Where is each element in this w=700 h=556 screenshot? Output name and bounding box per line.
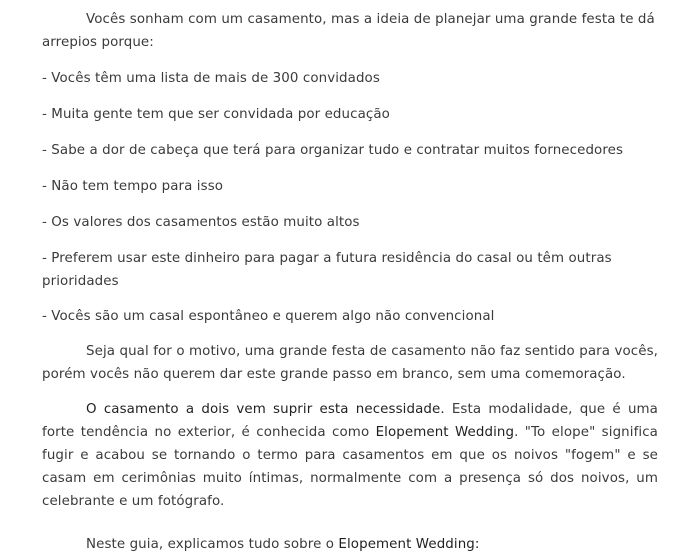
reason-item: - Preferem usar este dinheiro para pagar a futura residência do casal ou têm outras prioridades <box>42 251 612 289</box>
elopement-text-2: . "To elope" significa fugir e acabou se tornando o termo para casamentos em que os noivos "fogem" e se casam em cerimônias muito íntimas, normalmente com a presença só dos noivos, um celebrante e um fotógrafo. <box>42 425 658 509</box>
elopement-term: Elopement Wedding <box>375 425 515 440</box>
reason-item: - Vocês têm uma lista de mais de 300 convidados <box>42 71 380 86</box>
reason-item: - Muita gente tem que ser convidada por educação <box>42 107 390 122</box>
reason-item: - Não tem tempo para isso <box>42 179 224 194</box>
reason-item: - Sabe a dor de cabeça que terá para organizar tudo e contratar muitos fornecedores <box>42 143 624 158</box>
reason-item: - Os valores dos casamentos estão muito altos <box>42 215 360 230</box>
elopement-paragraph <box>42 398 658 513</box>
elopement-text-1: Esta modalidade, que é uma forte tendência no exterior, é conhecida como <box>42 402 658 440</box>
document-page <box>42 8 658 556</box>
motive-paragraph: Seja qual for o motivo, uma grande festa de casamento não faz sentido para vocês, porém vocês não querem dar este grande passo em branco, sem uma comemoração. <box>42 344 658 382</box>
reason-item: - Vocês são um casal espontâneo e querem algo não convencional <box>42 309 495 324</box>
guide-term: Elopement Wedding: <box>338 537 480 552</box>
guide-text: Neste guia, explicamos tudo sobre o <box>86 537 339 552</box>
elopement-lead: O casamento a dois vem suprir esta necessidade. <box>86 402 445 417</box>
guide-paragraph <box>42 533 658 556</box>
intro-paragraph: Vocês sonham com um casamento, mas a ideia de planejar uma grande festa te dá arrepios porque: <box>42 12 655 50</box>
